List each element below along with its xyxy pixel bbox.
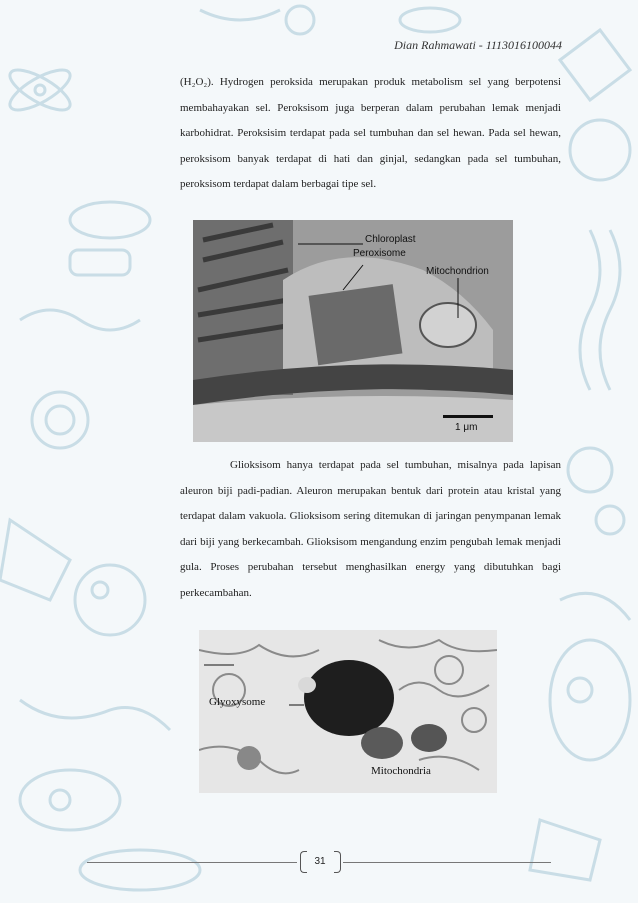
page-number: 31 [314, 856, 326, 867]
label-chloroplast: Chloroplast [365, 234, 416, 245]
glyoxysome-micrograph [199, 630, 497, 793]
micrograph-image [199, 630, 497, 793]
paragraph-peroxisome [180, 70, 561, 198]
label-scale-bar: 1 μm [455, 422, 478, 433]
label-mitochondrion: Mitochondrion [426, 266, 489, 277]
paragraph-glyoxysome [180, 453, 561, 606]
label-glyoxysome: Glyoxysome [209, 696, 266, 708]
label-mitochondria: Mitochondria [371, 765, 431, 777]
author-header: Dian Rahmawati - 1113016100044 [394, 38, 562, 52]
peroxisome-micrograph [193, 220, 513, 442]
label-peroxisome: Peroxisome [353, 248, 406, 259]
paragraph-text: Glioksisom hanya terdapat pada sel tumbuhan, misalnya pada lapisan aleuron biji padi-padian. Aleuron merupakan bentuk dari protein atau kristal yang terdapat dalam vakuola. Glioksisom sering ditemukan di jaringan penympanan lemak dari biji yang berkecambah. Glioksisom mengandung enzim pengubah lemak menjadi gula. Proses perubahan tersebut menghasilkan energy yang dibutuhkan bagi perkecambahan. [180, 459, 561, 599]
footer-line-right [343, 862, 551, 863]
paragraph-text: (H₂O₂). Hydrogen peroksida merupakan produk metabolism sel yang berpotensi membahayakan sel. Peroksisom juga berperan dalam perubahan lemak menjadi karbohidrat. Peroksisim terdapat pada sel tumbuhan dan sel hewan. Pada sel hewan, peroksisom banyak terdapat di hati dan ginjal, sedangkan pada sel tumbuhan, peroksisom terdapat dalam berbagai tipe sel. [180, 76, 561, 190]
footer-line-left [87, 862, 297, 863]
